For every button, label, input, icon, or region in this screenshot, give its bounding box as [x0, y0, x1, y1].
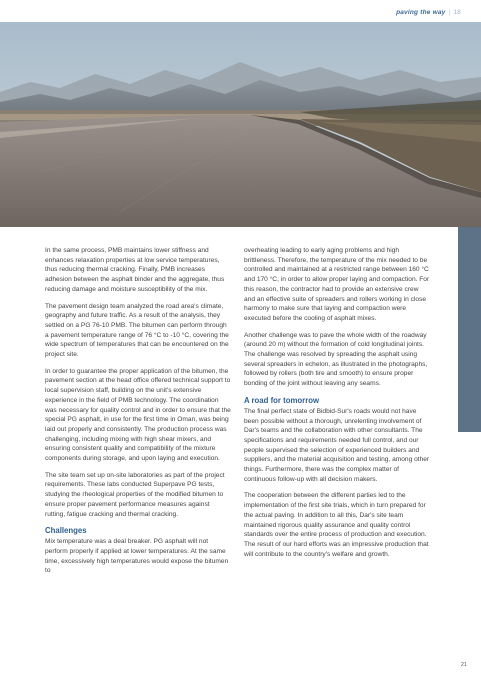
body-paragraph: The pavement design team analyzed the road area's climate, geography and future traffic. As a result of the analysis, they settled on a PG 76-10 PMB. The bitumen can perform through a pavement temperature range of 76 °C to -10 °C, covering the wide spectrum of temperatures that can be encountered on the project site. [45, 302, 229, 359]
body-paragraph: The cooperation between the different parties led to the implementation of the first site trials, which in turn prepared for the actual paving. In addition to all this, Dar's site team maintained rigorous quality assurance and quality control standards over the entire process of production and execution. The result of our hard efforts was an impressive production that will contribute to the country's welfare and growth. [244, 492, 429, 558]
running-header [396, 9, 461, 16]
body-paragraph: overheating leading to early aging problems and high brittleness. Therefore, the temperature of the mix needed to be controlled and maintained at a restricted range between 160 °C and 170 °C, in order to allow proper laying and compaction. For this reason, the contractor had to provide an extensive crew and an effective suite of spreaders and rollers working in close harmony to make sure that laying and compaction were executed before the cooling of asphalt mixes. [244, 247, 430, 322]
section-heading-challenges: Challenges [45, 526, 87, 536]
right-column [244, 246, 430, 566]
body-paragraph: Mix temperature was a deal breaker. PG asphalt will not perform properly if applied at lower temperatures. At the same time, excessively high temperatures would expose the bitumen to [45, 538, 229, 575]
header-page-ref: 18 [453, 9, 461, 16]
body-paragraph: In the same process, PMB maintains lower stiffness and enhances relaxation properties at low service temperatures, thus reducing thermal cracking. Finally, PMB increases adhesion between the asphalt binder and the aggregate, thus reducing damage and moisture susceptibility of the mix. [45, 247, 225, 293]
body-paragraph: Another challenge was to pave the whole width of the roadway (around 20 m) without the formation of cold longitudinal joints. The challenge was resolved by spreading the asphalt using several spreaders in echelon, as illustrated in the photographs, followed by rollers (both tire and smooth) to ensure proper bonding of the joint without leaving any seams. [244, 331, 428, 388]
hero-photo [0, 22, 481, 227]
section-title: paving the way [396, 9, 446, 16]
body-paragraph: The site team set up on-site laboratories as part of the project requirements. These labs conducted Superpave PG tests, studying the rheological properties of the modified bitumen to ensure proper pavement performance measures against rutting, fatigue cracking and thermal cracking. [45, 471, 225, 518]
header-separator: | [448, 9, 451, 16]
desert-road-photo-icon [0, 22, 481, 227]
side-accent-bar [458, 227, 481, 432]
section-heading-tomorrow: A road for tomorrow [244, 395, 320, 405]
left-column [45, 246, 231, 583]
body-paragraph: In order to guarantee the proper application of the bitumen, the pavement section at the head office offered technical support to local supervision staff, building on the unit's extensive experience in the field of PMB technology. The coordination was necessary for quality control and in order to ensure that the special PG asphalt, in use for the first time in Oman, was being laid out properly and consistently. The production process was challenging, including mixing with high shear mixers, and ensuring consistent quality and compatibility of the mixture components during storage, and upon laying and execution. [45, 367, 231, 463]
page-number: 21 [460, 662, 467, 668]
body-paragraph: The final perfect state of Bidbid-Sur's roads would not have been possible without a thorough, unrelenting involvement of Dar's teams and the collaboration with other consultants. The specifications and requirements needed full control, and our people supervised the selection of experienced builders and suppliers, and the material acquisition and testing, among other things. Furthermore, there was the complex matter of continuous follow-up with all decision makers. [244, 407, 430, 483]
